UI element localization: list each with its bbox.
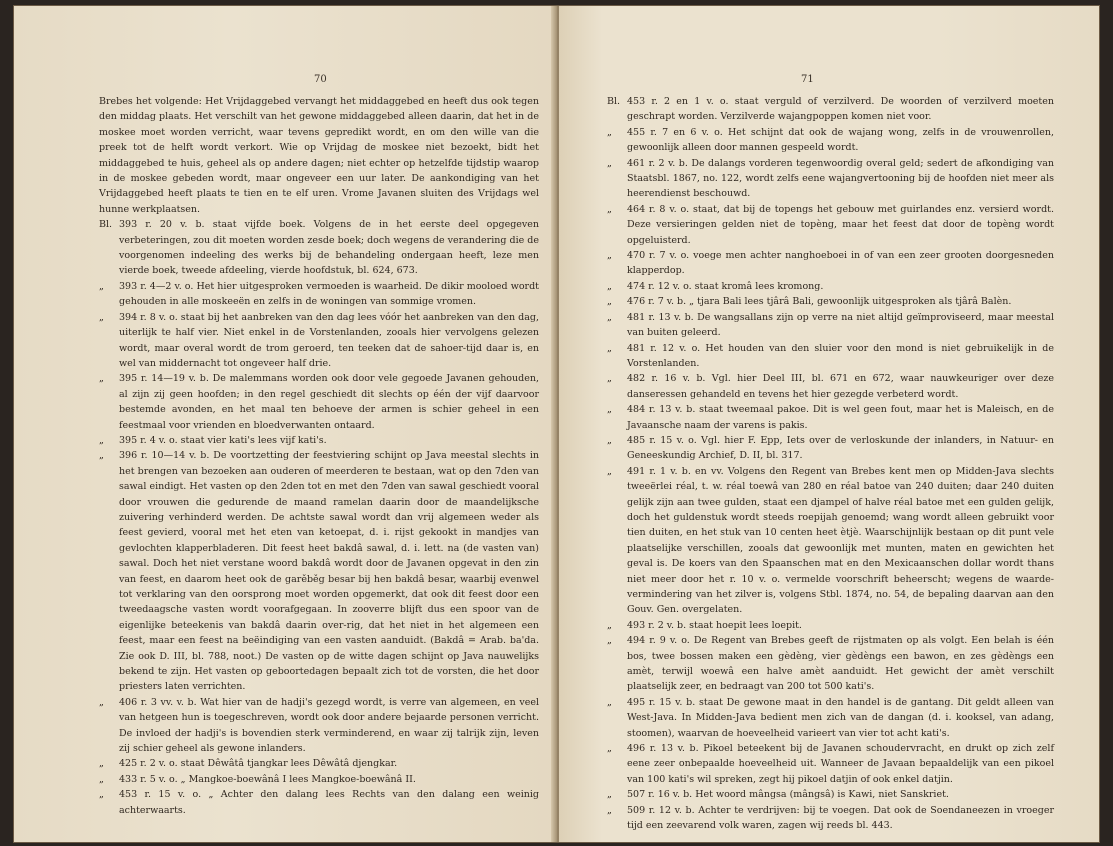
page-number: 71	[801, 74, 814, 85]
entry-marker: „	[99, 311, 104, 323]
entry-marker: „	[607, 743, 612, 755]
right-page-text	[607, 94, 1054, 834]
entry-marker: „	[99, 450, 104, 462]
entry-marker: „	[607, 619, 612, 631]
errata-entry	[607, 633, 1054, 695]
errata-entry	[607, 803, 1054, 834]
entry-text: 491 r. 1 v. b. en vv. Volgens den Regent van Brebes kent men op Midden-Java slechts tweeërlei réal, t. w. réal toewâ van 280 en réal batoe van 240 duiten; daar 240 duiten gelijk zijn aan twee gulden, staat een djampel of halve réal batoe met een gulden gelijk, doch het guldenstuk wordt steeds roepijah genoemd; wang wordt alleen gebruikt voor tien duiten, en het stuk van 10 centen heet ètjè. Waarschijnlijk bestaan op dit punt vele plaatselijke verschillen, zooals dat gewoonlijk met munten, maten en gewichten het geval is. De koers van den Spaanschen mat en den Mexicaanschen dollar wordt thans niet meer door het r. 10 v. o. vermelde voorschrift beheerscht; wegens de waarde-vermindering van het zilver is, volgens Stbl. 1874, no. 54, de bepaling daarvan aan den Gouv. Gen. overgelaten.	[627, 465, 1054, 616]
entry-marker: „	[607, 126, 612, 138]
entry-marker: „	[607, 280, 612, 292]
errata-entry	[99, 756, 539, 771]
errata-entry	[99, 448, 539, 695]
entry-marker: Bl.	[607, 96, 621, 107]
entry-marker: „	[607, 696, 612, 708]
entry-text: 395 r. 14—19 v. b. De malemmans worden ook door vele gegoede Javanen gehouden, al zijn zij geen hoofden; in den regel geschiedt dit slechts op één der vijf daarvoor bestemde avonden, en het maal ten behoeve der armen is schier geheel in een feestmaal voor vrienden en bloedverwanten ontaard.	[119, 373, 539, 431]
entry-text: 396 r. 10—14 v. b. De voortzetting der feestviering schijnt op Java meestal slechts in het brengen van bezoeken aan ouderen of meerderen te bestaan, wat op den 7den van sawal eindigt. Het vasten op den 2den tot en met den 7den van sawal geschiedt vooral door vrouwen die gedurende de maand ramelan daarin door de maandelijksche zuivering verhinderd werden. De achtste sawal wordt dan vrij algemeen weder als feest gevierd, vooral met het eten van ketoepat, d. i. rijst gekookt in mandjes van gevlochten klapperbladeren. Dit feest heet bakdâ sawal, d. i. lett. na (de vasten van) sawal. Doch het niet verstane woord bakdâ wordt door de Javanen opgevat in den zin van feest, en daarom heet ook de garěběg besar bij hen bakdâ besar, waarbij evenwel tot verklaring van den oorsprong moet worden opgemerkt, dat ook dit feest door een tweedaagsche vasten wordt voorafgegaan. In zooverre blijft dus een spoor van de eigenlijke beteekenis van bakdâ daarin over-rig, dat het niet in het algemeen een feest, maar een feest na beëindiging van een vasten aanduidt. (Bakdâ = Arab. ba'da. Zie ook D. III, bl. 788, noot.) De vasten op de witte dagen schijnt op Java nauwelijks bekend te zijn. Het vasten op geboortedagen bepaalt zich tot de vorsten, die het door priesters laten verrichten.	[119, 450, 539, 693]
errata-entry	[99, 433, 539, 448]
entry-text: 493 r. 2 v. b. staat hoepit lees loepit.	[627, 619, 802, 631]
errata-entry	[99, 772, 539, 787]
entry-marker: „	[607, 296, 612, 308]
page-number: 70	[314, 74, 327, 85]
entry-text: 481 r. 12 v. o. Het houden van den sluier voor den mond is niet gebruikelijk in de Vorstenlanden.	[627, 342, 1054, 369]
entry-text: 453 r. 2 en 1 v. o. staat verguld of verzilverd. De woorden of verzilverd moeten geschrapt worden. Verzilverde wajangpoppen komen niet voor.	[627, 96, 1054, 123]
entry-text: 455 r. 7 en 6 v. o. Het schijnt dat ook de wajang wong, zelfs in de vrouwenrollen, gewoonlijk alleen door mannen gespeeld wordt.	[627, 126, 1054, 154]
errata-entry	[607, 464, 1054, 618]
entry-text: 494 r. 9 v. o. De Regent van Brebes geeft de rijstmaten op als volgt. Een belah is één bos, twee bossen maken een gèdèng, vier gèdèngs een bawon, en zes gèdèngs een amèt, terwijl woewâ een halve amèt aanduidt. Het gewicht der amèt verschilt plaatselijk zeer, en bedraagt van 200 tot 500 kati's.	[627, 635, 1054, 693]
errata-entry	[607, 94, 1054, 125]
entry-text: 425 r. 2 v. o. staat Dêwâtâ tjangkar lees Dêwâtâ djengkar.	[119, 758, 398, 770]
errata-entry	[99, 787, 539, 818]
entry-marker: „	[607, 804, 612, 816]
entry-marker: „	[99, 280, 104, 292]
left-page-text	[99, 94, 539, 818]
entry-marker: Bl.	[99, 219, 113, 231]
entry-text: 464 r. 8 v. o. staat, dat bij de topengs het gebouw met guirlandes enz. versierd wordt. Deze versieringen gelden niet de topèng, maar het feest dat door de topèng wordt opgeluisterd.	[627, 203, 1054, 246]
errata-entry	[607, 618, 1054, 633]
errata-entry	[607, 202, 1054, 248]
entry-marker: „	[99, 434, 104, 446]
entry-text: 482 r. 16 v. b. Vgl. hier Deel III, bl. 671 en 672, waar nauwkeuriger over deze danseressen gehandeld en tevens het hier gezegde verbeterd wordt.	[627, 373, 1054, 400]
entry-marker: „	[607, 311, 612, 323]
errata-entry	[99, 279, 539, 310]
entry-marker: „	[607, 789, 612, 801]
left-page	[14, 6, 557, 842]
entry-text: 393 r. 4—2 v. o. Het hier uitgesproken vermoeden is waarheid. De dikir mooloed wordt gehouden in alle moskeeën en zelfs in de woningen van sommige vromen.	[119, 280, 539, 308]
entry-marker: „	[607, 342, 612, 354]
entry-text: 393 r. 20 v. b. staat vijfde boek. Volgens de in het eerste deel opgegeven verbeteringen, zou dit moeten worden zesde boek; doch wegens de verandering die de voorgenomen indeeling des werks bij de behandeling ondergaan heeft, leze men vierde boek, tweede afdeeling, vierde hoofdstuk, bl. 624, 673.	[119, 219, 539, 277]
entry-marker: „	[99, 758, 104, 770]
errata-list	[607, 94, 1054, 834]
entry-marker: „	[607, 250, 612, 262]
entry-text: 484 r. 13 v. b. staat tweemaal pakoe. Dit is wel geen fout, maar het is Maleisch, en de Javaansche naam der varens is pakis.	[627, 404, 1054, 431]
entry-marker: „	[607, 157, 612, 169]
errata-entry	[607, 125, 1054, 156]
errata-entry	[607, 433, 1054, 464]
entry-marker: „	[607, 434, 612, 446]
errata-entry	[99, 310, 539, 372]
errata-entry	[607, 402, 1054, 433]
right-page	[559, 6, 1099, 842]
entry-text: 509 r. 12 v. b. Achter te verdrijven: bij te voegen. Dat ook de Soendaneezen in vroeger tijd een zeevarend volk waren, zagen wij reeds bl. 443.	[627, 804, 1054, 832]
entry-marker: „	[607, 635, 612, 647]
entry-marker: „	[99, 789, 104, 801]
entry-text: 481 r. 13 v. b. De wangsallans zijn op verre na niet altijd geïmproviseerd, maar meestal van buiten geleerd.	[627, 311, 1054, 339]
entry-text: 470 r. 7 v. o. voege men achter nanghoeboei in of van een zeer grooten doorgesneden klapperdop.	[627, 250, 1054, 277]
entry-text: 394 r. 8 v. o. staat bij het aanbreken van den dag lees vóór het aanbreken van den dag, uiterlijk te half vier. Niet enkel in de Vorstenlanden, zooals hier vervolgens gelezen wordt, maar overal wordt de trom geroerd, ten teeken dat de sahoer-tijd daar is, en wel van middernacht tot ongeveer half drie.	[119, 311, 539, 369]
entry-text: 461 r. 2 v. b. De dalangs vorderen tegenwoordig overal geld; sedert de afkondiging van Staatsbl. 1867, no. 122, wordt zelfs eene wajangvertooning bij de hoofden niet meer als heerendienst beschouwd.	[627, 157, 1054, 200]
errata-entry	[607, 279, 1054, 294]
errata-entry	[607, 787, 1054, 802]
errata-entry	[607, 371, 1054, 402]
entry-text: 474 r. 12 v. o. staat kromâ lees kromong.	[627, 280, 824, 292]
entry-text: 507 r. 16 v. b. Het woord mângsa (mângsâ) is Kawi, niet Sanskriet.	[627, 789, 949, 801]
errata-entry	[99, 695, 539, 757]
entry-text: 495 r. 15 v. b. staat De gewone maat in den handel is de gantang. Dit geldt alleen van West-Java. In Midden-Java bedient men zich van de dangan (d. i. kooksel, van adang, stoomen), waarvan de hoeveelheid varieert van vier tot acht kati's.	[627, 696, 1054, 739]
entry-text: 453 r. 15 v. o. „ Achter den dalang lees Rechts van den dalang een weinig achterwaarts.	[119, 789, 539, 816]
entry-text: 433 r. 5 v. o. „ Mangkoe-boewânâ I lees Mangkoe-boewânâ II.	[119, 773, 416, 785]
entry-text: 485 r. 15 v. o. Vgl. hier F. Epp, Iets over de verloskunde der inlanders, in Natuur- en Geneeskundig Archief, D. II, bl. 317.	[627, 434, 1054, 462]
errata-entry	[607, 695, 1054, 741]
entry-marker: „	[99, 696, 104, 708]
errata-list	[99, 217, 539, 818]
errata-entry	[607, 341, 1054, 372]
entry-text: 476 r. 7 v. b. „ tjara Bali lees tjârâ Bali, gewoonlijk uitgesproken als tjârâ Balèn.	[627, 296, 1012, 308]
errata-entry	[99, 371, 539, 433]
entry-text: 395 r. 4 v. o. staat vier kati's lees vijf kati's.	[119, 434, 327, 446]
entry-marker: „	[607, 404, 612, 416]
entry-marker: „	[99, 373, 104, 385]
entry-marker: „	[99, 773, 104, 785]
entry-marker: „	[607, 203, 612, 215]
book-spread	[14, 6, 1099, 842]
entry-marker: „	[607, 465, 612, 477]
entry-text: 406 r. 3 vv. v. b. Wat hier van de hadji's gezegd wordt, is verre van algemeen, en veel van hetgeen hun is toegeschreven, wordt ook door andere bejaarde personen verricht. De invloed der hadji's is bovendien sterk verminderend, en waar zij talrijk zijn, leven zij schier geheel als gewone inlanders.	[119, 696, 539, 755]
entry-text: 496 r. 13 v. b. Pikoel beteekent bij de Javanen schoudervracht, en drukt op zich zelf eene zeer onbepaalde hoeveelheid uit. Wanneer de Javaan bepaaldelijk van een pikoel van 100 kati's wil spreken, zegt hij pikoel datjin of ook enkel datjin.	[627, 743, 1054, 785]
intro-paragraph: Brebes het volgende: Het Vrijdaggebed vervangt het middaggebed en heeft dus ook tegen den middag plaats. Het verschilt van het gewone middaggebed alleen daarin, dat het in de moskee moet worden verricht, waar tevens gepredikt wordt, en om den wille van die preek tot de helft wordt verkort. Wie op Vrijdag de moskee niet bezoekt, bidt het middaggebed te huis, geheel als op andere dagen; niet echter op hetzelfde tijdstip waarop in de moskee gebeden wordt, maar ongeveer een uur later. De aankondiging van het Vrijdaggebed heeft plaats te tien en te elf uren. Vrome Javanen sluiten des Vrijdags wel hunne werkplaatsen.	[99, 96, 539, 215]
errata-entry	[607, 294, 1054, 309]
errata-entry	[99, 217, 539, 279]
errata-entry	[607, 248, 1054, 279]
entry-marker: „	[607, 373, 612, 385]
errata-entry	[607, 156, 1054, 202]
errata-entry	[607, 741, 1054, 787]
errata-entry	[607, 310, 1054, 341]
